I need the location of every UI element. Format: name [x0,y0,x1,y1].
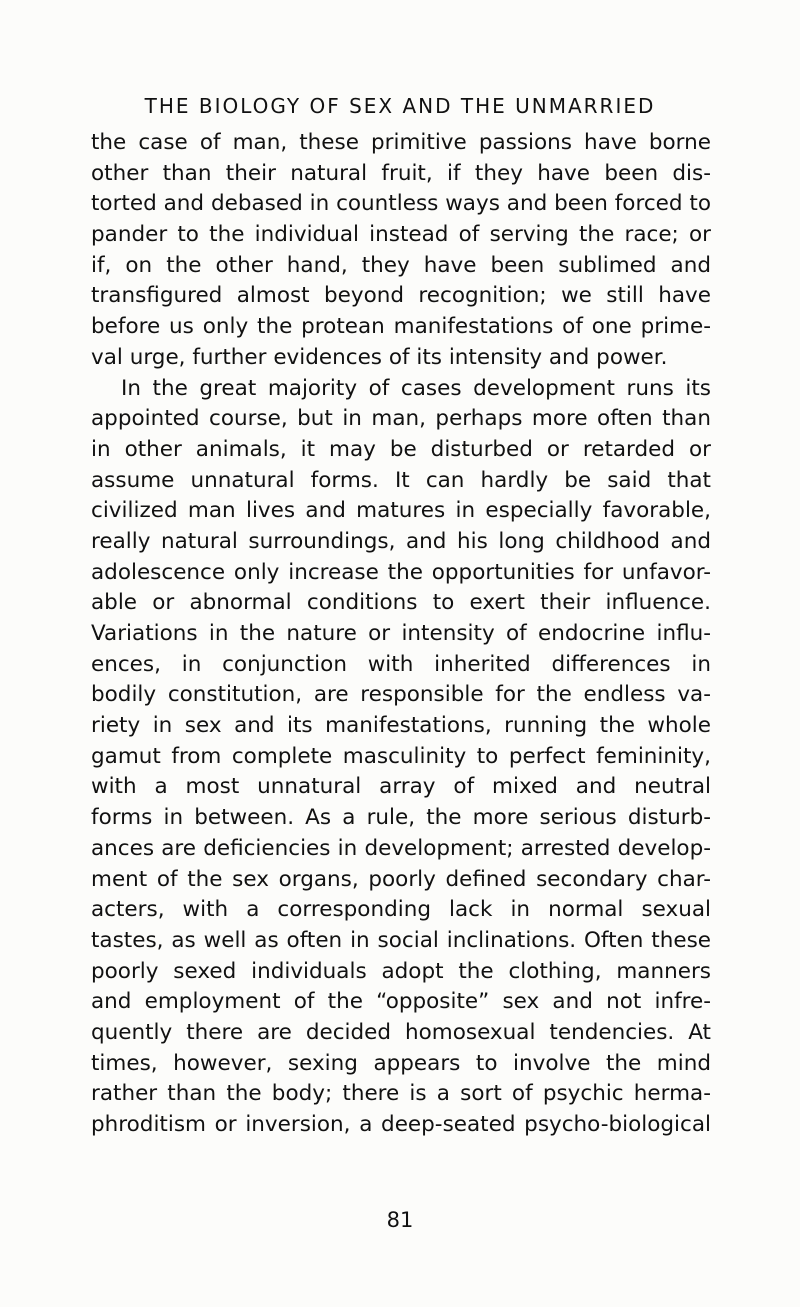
text-line: other than their natural fruit, if they have been dis- [91,160,711,186]
text-line: before us only the protean manifestations of one prime- [91,314,711,340]
text-line: ances are deficiencies in development; arrested develop- [91,835,711,861]
text-line: tastes, as well as often in social inclinations. Often these [91,927,711,953]
text-line: Variations in the nature or intensity of endocrine influ- [91,621,711,646]
text-line: forms in between. As a rule, the more serious disturb- [91,805,711,831]
text-line: ences, in conjunction with inherited differences in [91,651,711,677]
page-number: 81 [386,1208,414,1232]
text-line: appointed course, but in man, perhaps more often than [91,406,711,432]
text-line: riety in sex and its manifestations, running the whole [91,713,711,739]
text-line: quently there are decided homosexual tendencies. At [91,1019,711,1045]
text-line: adolescence only increase the opportunities for unfavor- [91,559,711,585]
text-line: if, on the other hand, they have been sublimed and [91,252,711,278]
text-line: bodily constitution, are responsible for the endless va- [91,682,711,708]
text-line: pander to the individual instead of serving the race; or [91,222,711,248]
text-line: with a most unnatural array of mixed and neutral [91,774,711,800]
text-line: really natural surroundings, and his long childhood and [91,528,711,554]
text-line: val urge, further evidences of its intensity and power. [91,344,668,370]
text-line: poorly sexed individuals adopt the clothing, manners [91,958,711,984]
text-line: able or abnormal conditions to exert their influence. [91,590,711,616]
body-text [91,128,711,1141]
text-line: In the great majority of cases development runs its [121,375,711,401]
text-line: torted and debased in countless ways and been forced to [91,191,711,217]
text-line: in other animals, it may be disturbed or retarded or [91,436,711,462]
text-line: times, however, sexing appears to involve the mind [91,1050,711,1076]
text-line: phroditism or inversion, a deep-seated psycho-biological [91,1112,711,1137]
text-line: ment of the sex organs, poorly defined secondary char- [91,866,711,892]
text-line: rather than the body; there is a sort of psychic herma- [91,1081,711,1107]
text-line: gamut from complete masculinity to perfect femininity, [91,743,711,769]
text-line: and employment of the “opposite” sex and not infre- [91,989,711,1015]
text-line: civilized man lives and matures in especially favorable, [91,498,711,524]
text-line: transfigured almost beyond recognition; we still have [91,283,711,309]
text-line: acters, with a corresponding lack in normal sexual [91,897,711,923]
running-head: THE BIOLOGY OF SEX AND THE UNMARRIED [144,94,656,118]
text-line: assume unnatural forms. It can hardly be said that [91,467,711,493]
text-line: the case of man, these primitive passions have borne [91,130,711,155]
